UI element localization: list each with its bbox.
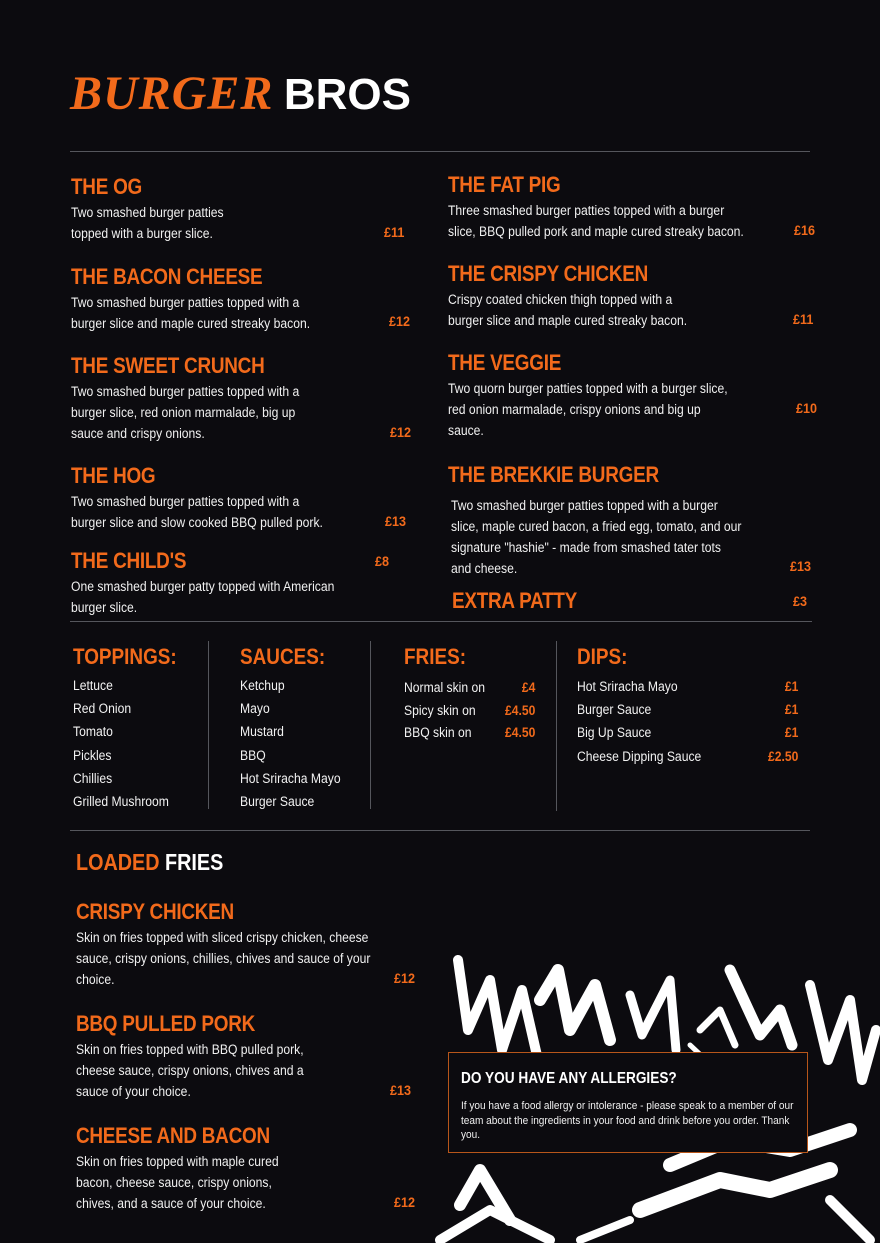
item-price: £11 — [793, 311, 814, 327]
item-description: Two quorn burger patties topped with a burger slice, red onion marmalade, crispy onions and big up sauce. — [448, 381, 728, 438]
list-item: Chillies — [73, 770, 113, 786]
item-description: Two smashed burger patties topped with a burger slice, maple cured bacon, a fried egg, tomato, and our signature "hashie" - made from smashed tater tots and cheese. — [451, 498, 742, 576]
item-title: BBQ PULLED PORK — [76, 1011, 256, 1036]
item-price: £16 — [794, 222, 816, 238]
item-description: Two smashed burger patties topped with a burger slice, red onion marmalade, big up sauce and crispy onions. — [71, 384, 300, 441]
item-price: £11 — [384, 224, 405, 240]
divider — [70, 621, 812, 622]
divider — [70, 151, 810, 152]
toppings-section — [73, 644, 203, 813]
menu-item-the-childs — [71, 548, 411, 618]
divider — [370, 641, 371, 809]
item-price: £13 — [385, 513, 407, 529]
item-title: THE FAT PIG — [448, 172, 561, 197]
logo-burger-text: BURGER — [70, 67, 274, 120]
item-description: One smashed burger patty topped with American burger slice. — [71, 579, 335, 615]
section-heading: DIPS: — [577, 644, 628, 669]
sauces-section — [240, 644, 370, 813]
list-item: Burger Sauce £1 — [577, 702, 799, 718]
item-price: £12 — [394, 1194, 416, 1210]
list-item: BBQ skin on £4.50 — [404, 725, 536, 740]
item-title: THE HOG — [71, 463, 156, 488]
item-title: THE SWEET CRUNCH — [71, 353, 265, 378]
allergy-text: If you have a food allergy or intolerance - please speak to a member of our team about the ingredients in your food and drink before you order. Thank you. — [461, 1100, 794, 1141]
list-item: Pickles — [73, 747, 112, 763]
item-title: THE OG — [71, 174, 142, 199]
menu-item-the-crispy-chicken — [448, 261, 828, 331]
list-item: Lettuce — [73, 678, 113, 693]
section-heading: SAUCES: — [240, 644, 326, 669]
menu-item-the-fat-pig — [448, 172, 828, 242]
item-description: Skin on fries topped with sliced crispy chicken, cheese sauce, crispy onions, chillies, chives and sauce of your choice. — [76, 930, 371, 987]
menu-item-the-brekkie-burger — [448, 462, 828, 579]
item-description: Two smashed burger patties topped with a burger slice and maple cured streaky bacon. — [71, 295, 311, 331]
item-title: CRISPY CHICKEN — [76, 899, 234, 924]
dips-section — [577, 644, 823, 768]
list-item: Hot Sriracha Mayo — [240, 770, 341, 786]
list-item: Big Up Sauce £1 — [577, 725, 799, 741]
brand-logo — [70, 66, 411, 121]
item-title: THE BREKKIE BURGER — [448, 462, 659, 487]
loaded-fries-heading: LOADED FRIES — [76, 849, 224, 875]
item-price: £10 — [796, 400, 818, 416]
item-title: THE CHILD'S — [71, 548, 187, 573]
item-description: Three smashed burger patties topped with a burger slice, BBQ pulled pork and maple cured streaky bacon. — [448, 203, 744, 239]
section-heading: TOPPINGS: — [73, 644, 177, 669]
list-item: Mayo — [240, 701, 270, 717]
list-item: Spicy skin on £4.50 — [404, 702, 536, 718]
list-item: BBQ — [240, 747, 266, 763]
item-price: £13 — [390, 1082, 412, 1098]
item-price: £8 — [375, 553, 390, 569]
item-description: Two smashed burger patties topped with a burger slice and slow cooked BBQ pulled pork. — [71, 494, 323, 530]
item-price: £12 — [389, 313, 411, 329]
item-description: Skin on fries topped with BBQ pulled pork, cheese sauce, crispy onions, chives and a sauce of your choice. — [76, 1042, 304, 1099]
item-description: Two smashed burger patties topped with a burger slice. — [71, 205, 224, 241]
divider — [208, 641, 209, 809]
item-title: CHEESE AND BACON — [76, 1123, 270, 1148]
menu-item-extra-patty: EXTRA PATTY — [452, 588, 578, 613]
item-title: THE CRISPY CHICKEN — [448, 261, 649, 286]
item-title: THE VEGGIE — [448, 350, 562, 375]
list-item: Grilled Mushroom — [73, 794, 169, 810]
item-price: £12 — [390, 424, 412, 440]
list-item: Mustard — [240, 724, 284, 740]
menu-item-the-hog — [71, 463, 411, 533]
list-item: Burger Sauce — [240, 794, 315, 810]
section-heading: FRIES: — [404, 644, 467, 669]
list-item: Normal skin on £4 — [404, 680, 536, 695]
menu-item-the-bacon-cheese — [71, 264, 411, 334]
menu-item-the-og — [71, 174, 411, 244]
divider — [70, 830, 810, 831]
dips-list — [577, 675, 798, 768]
item-description: Crispy coated chicken thigh topped with a burger slice and maple cured streaky bacon. — [448, 292, 688, 328]
list-item: Tomato — [73, 724, 113, 740]
item-description: Skin on fries topped with maple cured bacon, cheese sauce, crispy onions, chives, and a sauce of your choice. — [76, 1154, 279, 1211]
list-item: Red Onion — [73, 701, 132, 717]
list-item: Ketchup — [240, 678, 285, 693]
divider — [556, 641, 557, 811]
allergy-title: DO YOU HAVE ANY ALLERGIES? — [461, 1070, 677, 1087]
fries-list — [404, 677, 535, 745]
list-item: Hot Sriracha Mayo £1 — [577, 679, 799, 694]
fries-section — [404, 644, 550, 745]
allergy-notice — [448, 1052, 808, 1153]
menu-item-the-veggie — [448, 350, 828, 441]
item-price: £12 — [394, 970, 416, 986]
item-price: £13 — [790, 558, 812, 574]
list-item: Cheese Dipping Sauce £2.50 — [577, 748, 799, 764]
item-title: THE BACON CHEESE — [71, 264, 263, 289]
sauces-list — [240, 674, 370, 813]
item-price: £3 — [793, 593, 808, 609]
menu-item-the-sweet-crunch — [71, 353, 411, 444]
logo-bros-text: BROS — [283, 70, 411, 119]
toppings-list — [73, 674, 203, 813]
